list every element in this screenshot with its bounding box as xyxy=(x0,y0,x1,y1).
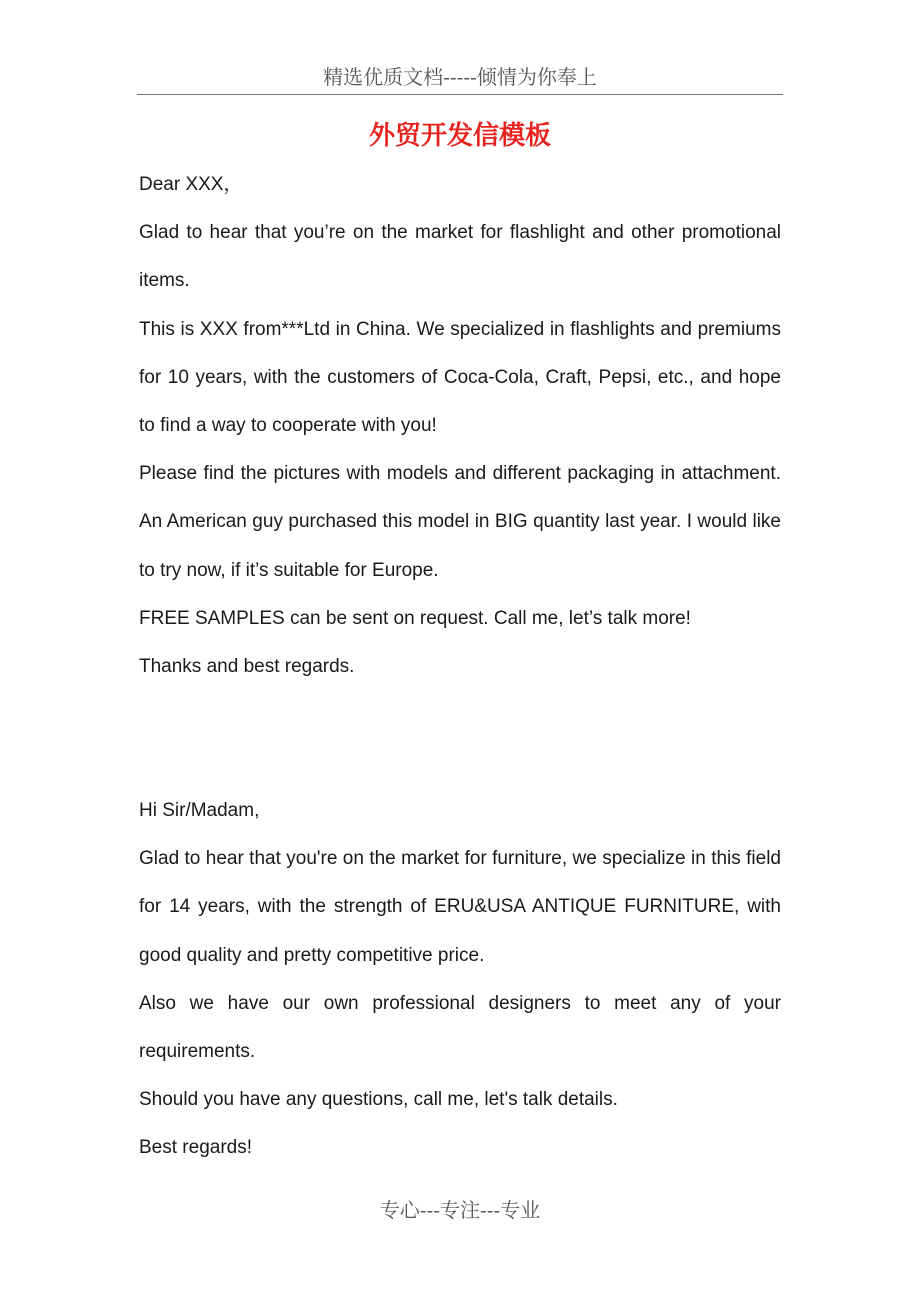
document-title: 外贸开发信模板 xyxy=(368,121,551,151)
letter-paragraph: Also we have our own professional designers to meet any of your requirements. xyxy=(139,992,781,1063)
footer-text: 专心---专注---专业 xyxy=(379,1198,541,1222)
letter-paragraph: FREE SAMPLES can be sent on request. Call me, let’s talk more! xyxy=(139,607,691,629)
letter-paragraph: Should you have any questions, call me, let's talk details. xyxy=(139,1089,618,1111)
letter-closing: Best regards! xyxy=(139,1137,252,1159)
letter-paragraph: Please find the pictures with models and different packaging in attachment. An American guy purchased this model in BIG quantity last year. I would like to try now, if it’s suitable for Europe. xyxy=(139,463,781,581)
letter-paragraph: Glad to hear that you’re on the market for flashlight and other promotional items. xyxy=(139,222,781,292)
letter-greeting: Hi Sir/Madam, xyxy=(139,800,260,821)
letter-flashlight xyxy=(139,161,781,691)
header-text: 精选优质文档-----倾情为你奉上 xyxy=(323,65,597,89)
letter-furniture xyxy=(139,787,781,1173)
page-footer xyxy=(137,1192,783,1228)
letter-paragraph: Glad to hear that you're on the market for furniture, we specialize in this field for 14 years, with the strength of ERU&USA ANTIQUE FURNITURE, with good quality and pretty competitive price. xyxy=(139,848,781,966)
page-header xyxy=(137,62,783,95)
letter-greeting: Dear XXX， xyxy=(139,174,243,195)
letter-paragraph: This is XXX from***Ltd in China. We specialized in flashlights and premiums for 10 years, with the customers of Coca-Cola, Craft, Pepsi, etc., and hope to find a way to cooperate with you! xyxy=(139,318,781,437)
letter-closing: Thanks and best regards. xyxy=(139,656,355,678)
